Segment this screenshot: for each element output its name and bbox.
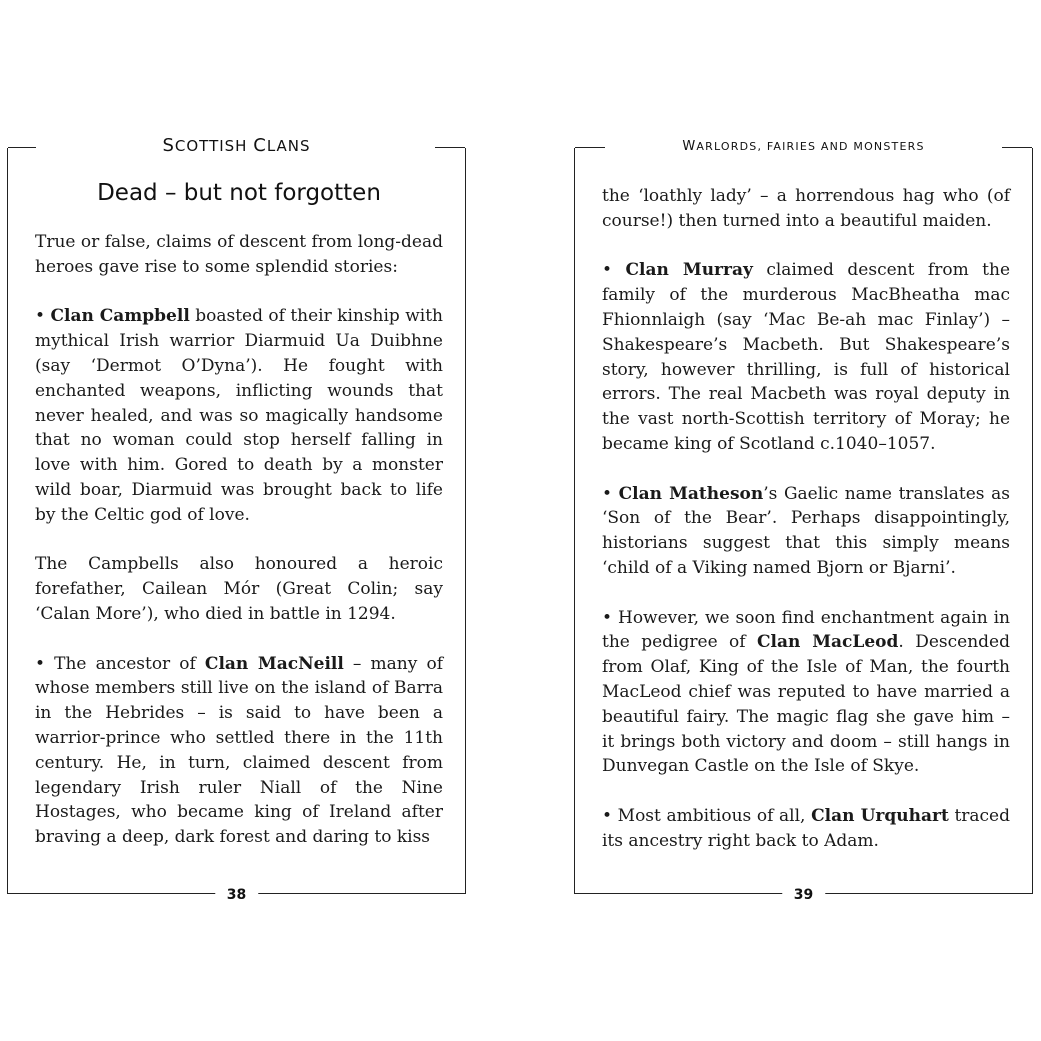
paragraph-murray: • Clan Murray claimed descent from the family of the murderous MacBheatha mac Fhionnlaigh (say ‘Mac Be-ah mac Finlay’) – Shakespeare’s Macbeth. But Shakespeare’s story, however thrilling, is full of historical errors. The real Macbeth was royal deputy in the vast north-Scottish territory of Moray; he became king of Scotland c.1040–1057.: [602, 260, 1011, 454]
left-page: [7, 135, 466, 903]
paragraph-macleod: • However, we soon find enchantment again in the pedigree of Clan MacLeod. Descended from Olaf, King of the Isle of Man, the fourth MacLeod chief was reputed to have married a beautiful fairy. The magic flag she gave him – it brings both victory and doom – still hangs in Dunvegan Castle on the Isle of Skye.: [602, 607, 1010, 777]
paragraph-intro: True or false, claims of descent from long-dead heroes gave rise to some splendid stories:: [35, 232, 443, 277]
paragraph-campbell-forefather: The Campbells also honoured a heroic forefather, Cailean Mór (Great Colin; say ‘Calan More’), who died in battle in 1294.: [35, 554, 443, 624]
running-head: WARLORDS, FAIRIES AND MONSTERS: [682, 139, 925, 154]
running-head: SCOTTISH CLANS: [162, 135, 311, 156]
page-body: [35, 178, 443, 875]
paragraph-urquhart: • Most ambitious of all, Clan Urquhart traced its ancestry right back to Adam.: [602, 805, 1011, 851]
paragraph-macneill: • The ancestor of Clan MacNeill – many of whose members still live on the island of Barra in the Hebrides – is said to have been a warrior-prince who settled there in the 11th century. He, in turn, claimed descent from legendary Irish ruler Niall of the Nine Hostages, who became king of Ireland after braving a deep, dark forest and daring to kiss: [35, 653, 443, 848]
chapter-title: Dead – but not forgotten: [97, 180, 381, 206]
page-number: 39: [782, 887, 825, 903]
page-body: [602, 184, 1010, 878]
page-number: 38: [215, 887, 258, 903]
right-page: [574, 139, 1033, 903]
paragraph-campbell: • Clan Campbell boasted of their kinship with mythical Irish warrior Diarmuid Ua Duibhne (say ‘Dermot O’Dyna’). He fought with enchanted weapons, inflicting wounds that never healed, and was so magically handsome that no woman could stop herself falling in love with him. Gored to death by a monster wild boar, Diarmuid was brought back to life by the Celtic god of love.: [35, 306, 444, 525]
paragraph-loathly-lady: the ‘loathly lady’ – a horrendous hag who (of course!) then turned into a beautiful maiden.: [602, 186, 1010, 231]
paragraph-matheson: • Clan Matheson’s Gaelic name translates as ‘Son of the Bear’. Perhaps disappointingly, historians suggest that this simply means ‘child of a Viking named Bjorn or Bjarni’.: [602, 483, 1010, 578]
